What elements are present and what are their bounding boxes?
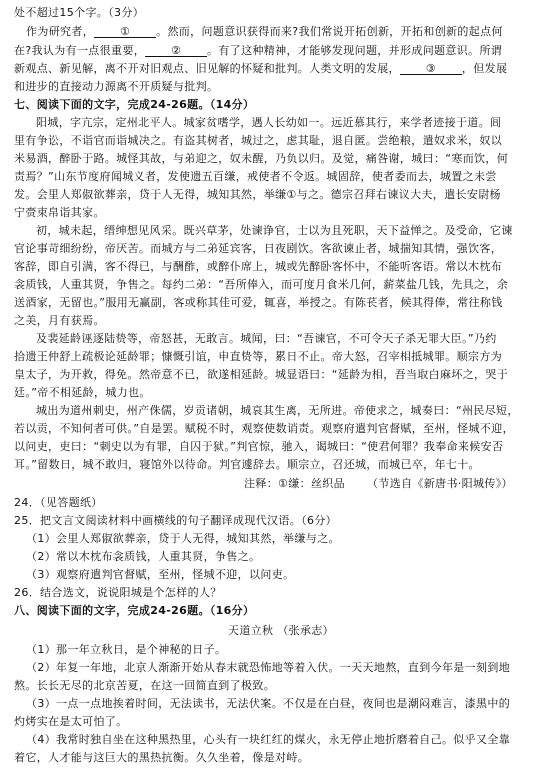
text-segment: 作为研究者， bbox=[26, 25, 95, 38]
text-line: 里有争讼，不诣官而诣城决之。有盗其树者，城过之，虑其耻，退自匿。尝绝粮，遣奴求米，奴以 bbox=[14, 134, 503, 147]
answer-blank-2[interactable]: ② bbox=[145, 45, 207, 57]
article-title: 天道立秋 （张承志） bbox=[228, 624, 334, 637]
paragraph: （1）那一年立秋日，是个神秘的日子。 bbox=[26, 643, 227, 656]
source-note: （节选自《新唐书·阳城传》） bbox=[367, 477, 513, 490]
sub-question: （3）观察府遣判官督赋，至州，怪城不迎，以问吏。 bbox=[26, 568, 295, 581]
text-line: 和进步的直接动力源离不开质疑与批判。 bbox=[14, 80, 219, 93]
text-line bbox=[14, 44, 548, 57]
paragraph: 灼烤实在是太可怕了。 bbox=[14, 715, 128, 728]
footnote: 注释：①缣：丝织品 bbox=[244, 477, 346, 490]
text-line: 官论事苛细纷纷，帝厌苦。而城方与二弟延宾客，日夜剧饮。客欲谏止者，城揣知其情，强饮客， bbox=[14, 242, 503, 255]
text-line: 廷。”帝不相延龄，城力也。 bbox=[14, 386, 151, 399]
sub-question: （1）会里人郑俶欲葬亲，贷于人无得，城知其然，举缣与之。 bbox=[26, 532, 340, 545]
text-segment: 新观点、新见解，离不开对旧观点、旧见解的怀疑和批判。人类文明的发展， bbox=[14, 62, 400, 75]
question-24: 24．（见答题纸） bbox=[14, 496, 103, 509]
paragraph: （3）一点一点地挨着时间，无法读书，无法伏案。不仅是在白昼，夜间也是潮闷难言，漆黑中的 bbox=[26, 697, 511, 710]
section-heading: 七、阅读下面的文字，完成24-26题。（14分） bbox=[14, 98, 255, 111]
text-line bbox=[26, 25, 548, 38]
paragraph: （4）我常时独自坐在这种黑热里，心头有一块红红的煤火，永无停止地折磨着自己。似乎又全靠 bbox=[26, 733, 511, 746]
text-line: 拾遗王仲舒上疏极论延龄罪；慷慨引谊，申直贽等，累日不止。帝大怒，召宰相抵城罪。顺宗方为 bbox=[14, 350, 503, 363]
text-segment: 。然而，问题意识获得而来?我们常说开拓创新，开拓和创新的起点何 bbox=[156, 25, 503, 38]
text-line: 皇太子，为开救，得免。然帝意不已，欲遂相延龄。城显语曰：“延龄为相，吾当取白麻坏之，哭于 bbox=[14, 368, 509, 381]
text-line: 以问吏，吏曰：“刺史以为有罪，自囚于狱。”判官惊，驰入，谒城曰：“使君何罪？我奉命来候安否 bbox=[14, 440, 504, 453]
text-line: 之美，月有获焉。 bbox=[14, 314, 105, 327]
answer-blank-3[interactable]: ③ bbox=[400, 63, 462, 75]
question-26: 26．结合选文，说说阳城是个怎样的人？ bbox=[14, 586, 222, 599]
section-heading: 八、阅读下面的文字，完成24-26题。（16分） bbox=[14, 604, 255, 617]
text-line: 若以贡，不知何者可供。”自是罢。赋税不时，观察使数诮责。观察府遣判官督赋，至州，怪城不迎， bbox=[14, 422, 514, 435]
text-line: 客辞，即自引满，客不得已，与酬酢，或醉仆席上，城或先醉卧客怀中，不能听客语。常以木枕布 bbox=[14, 260, 503, 273]
text-line bbox=[14, 62, 548, 75]
text-segment: ，但发展 bbox=[461, 62, 508, 75]
answer-blank-1[interactable]: ① bbox=[94, 26, 156, 38]
text-line: 初，城未起，缙绅想见风采。既兴草茅，处谏诤官，士以为且死职，天下益惮之。及受命，它谏 bbox=[36, 224, 513, 237]
text-line: 处不超过15个字。（3分） bbox=[14, 6, 145, 19]
question-25: 25．把文言文阅读材料中画横线的句子翻译成现代汉语。（6分） bbox=[14, 514, 337, 527]
text-line: 阳城，字亢宗，定州北平人。城家贫嗜学，遇人长幼如一。远近慕其行，来学者迹接于道。闾 bbox=[36, 116, 502, 129]
text-line: 及裴延龄诬逐陆贽等，帝怒甚，无敢言。城闻，曰：“吾谏官，不可令天子杀无罪大臣。”乃约 bbox=[36, 332, 497, 345]
text-line: 衾质钱，人重其贤，争售之。每约二弟：“吾所俸入，而可度月食米几何，薪菜盐几钱，先具之，余 bbox=[14, 278, 509, 291]
text-line: 米易酒，醉卧于路。城怪其故，与弟迎之，奴未醒，乃负以归。及觉，痛咎谢，城曰：“寒而饮，何 bbox=[14, 152, 509, 165]
text-line: 耳。”留数日，城不敢归，寝馆外以待命。判官遽辞去。顺宗立，召还城，而城已卒，年七十。 bbox=[14, 458, 480, 471]
paragraph: （2）年复一年地，北京人渐渐开始从春末就恐怖地等着入伏。一天天地熬，直到今年是一刻到地 bbox=[26, 661, 511, 674]
text-line: 发。会里人郑俶欲葬亲，贷于人无得，城知其然，举缣①与之。德宗召拜右谏议大夫，遣长安尉杨 bbox=[14, 188, 501, 201]
text-line bbox=[14, 477, 548, 490]
text-line: 责焉？”山东节度府闻城义者，发使遗五百缣，戒使者不令返。城固辞，使者委而去，城置之未尝 bbox=[14, 170, 497, 183]
text-line: 送酒家，无留也。”服用无赢副，客或称其佳可爱，辄喜，举授之。有陈苌者，候其得俸，常往称钱 bbox=[14, 296, 503, 309]
text-line: 宁赍束帛诣其家。 bbox=[14, 206, 105, 219]
paragraph: 熬。长长无尽的北京苦夏，在这一回简直到了极致。 bbox=[14, 679, 276, 692]
paragraph: 着它，人才能与这巨大的黑热抗衡。久久坐着，像是对峙。 bbox=[14, 751, 310, 764]
text-segment: 。有了这种精神，才能够发现问题，并形成问题意识。所谓 bbox=[207, 44, 503, 57]
sub-question: （2）常以木枕布衾质钱，人重其贤，争售之。 bbox=[26, 550, 261, 563]
text-line: 城出为道州刺史，州产侏儒，岁贡诸朝，城哀其生离，无所进。帝使求之，城奏曰：“州民尽短， bbox=[36, 404, 519, 417]
text-segment: 在?我认为有一点很重要， bbox=[14, 44, 146, 57]
